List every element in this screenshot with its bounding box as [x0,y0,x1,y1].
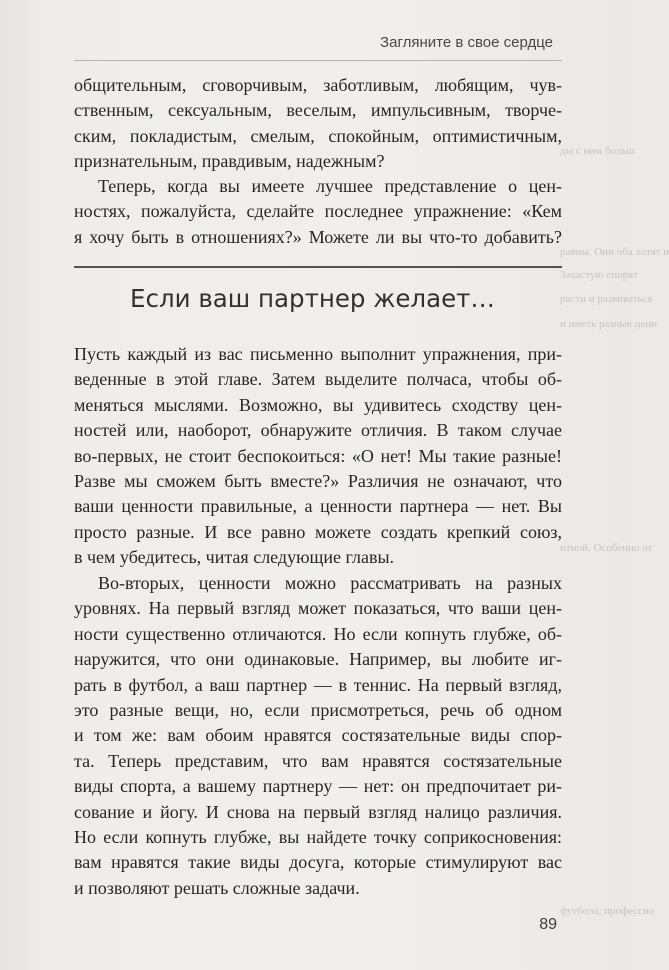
show-through-text: ды с ним больш [560,145,635,157]
show-through-text: Зачастую спорят [560,269,639,281]
paragraph-values-list [74,73,562,175]
text-line: меняться мыслями. Возможно, вы удивитесь сходству цен- [74,394,562,415]
header-rule [74,60,562,61]
paragraph-partner-exercise [74,342,562,571]
text-line: рать в футбол, а ваш партнер — в теннис. На первый взгляд, [74,674,562,695]
show-through-text: расти и развиваться [560,293,653,305]
text-line: Но если копнуть глубже, вы найдете точку соприкосновения: [74,826,562,847]
text-line: Разве мы сможем быть вместе?» Различия не означают, что [74,470,562,491]
text-line: виды спорта, а вашему партнеру — нет: он предпочитает ри- [74,776,562,797]
text-line: ваши ценности правильные, а ценности партнера — нет. Вы [74,496,562,517]
page-number: 89 [539,916,557,933]
text-line: ностях, пожалуйста, сделайте последнее упражнение: «Кем [74,201,562,222]
running-header: Загляните в свое сердце [380,34,553,51]
text-line: Во-вторых, ценности можно рассматривать на разных [98,573,562,593]
text-line: ностей или, наоборот, обнаружите отличия. В таком случае [74,420,562,441]
text-line: и позволяют решать сложные задачи. [74,877,360,898]
text-line: та. Теперь представим, что вам нравятся состязательные [74,750,562,771]
text-line: я хочу быть в отношениях?» Можете ли вы что-то добавить? [74,226,562,247]
text-line: наружится, что они одинаковые. Например, вы любите иг- [74,649,562,670]
text-line: общительным, сговорчивым, заботливым, любящим, чув- [74,75,562,95]
text-line: веденные в этой главе. Затем выделите полчаса, чтобы об- [74,369,562,390]
text-line: уровнях. На первый взгляд может показаться, что ваши цен- [74,598,562,619]
text-line: и том же: вам обоим нравятся состязательные виды спор- [74,725,562,746]
text-line: это разные вещи, но, если присмотреться, речь об одном [74,699,562,720]
show-through-text: и иметь разные ценн [560,318,658,330]
text-line: Пусть каждый из вас письменно выполнит упражнения, при- [74,344,562,364]
paragraph-final-exercise [74,174,562,250]
paragraph-value-levels [74,571,562,901]
show-through-text: футбола, профессио [560,905,655,917]
text-line: просто разные. И все равно можете создать крепкий союз, [74,521,562,542]
show-through-text: равны. Они оба хотят и [560,246,669,258]
text-line: в чем убедитесь, читая следующие главы. [74,547,395,568]
section-rule [74,266,562,268]
text-line: вам нравятся такие виды досуга, которые стимулируют вас [74,852,562,873]
text-line: ственным, сексуальным, веселым, импульсивным, творче- [74,100,562,121]
text-line: признательным, правдивым, надежным? [74,151,385,172]
text-line: сование и йогу. И снова на первый взгляд налицо различия. [74,801,562,822]
section-heading: Если ваш партнер желает… [130,284,495,313]
text-line: Теперь, когда вы имеете лучшее представление о цен- [98,176,562,196]
text-line: во-первых, не стоит беспокоиться: «О нет! Мы такие разные! [74,445,562,466]
text-line: ности существенно отличаются. Но если копнуть глубже, об- [74,623,562,644]
show-through-text: нтной. Особенно от [560,542,653,554]
text-line: ским, покладистым, смелым, спокойным, оптимистичным, [74,125,562,146]
